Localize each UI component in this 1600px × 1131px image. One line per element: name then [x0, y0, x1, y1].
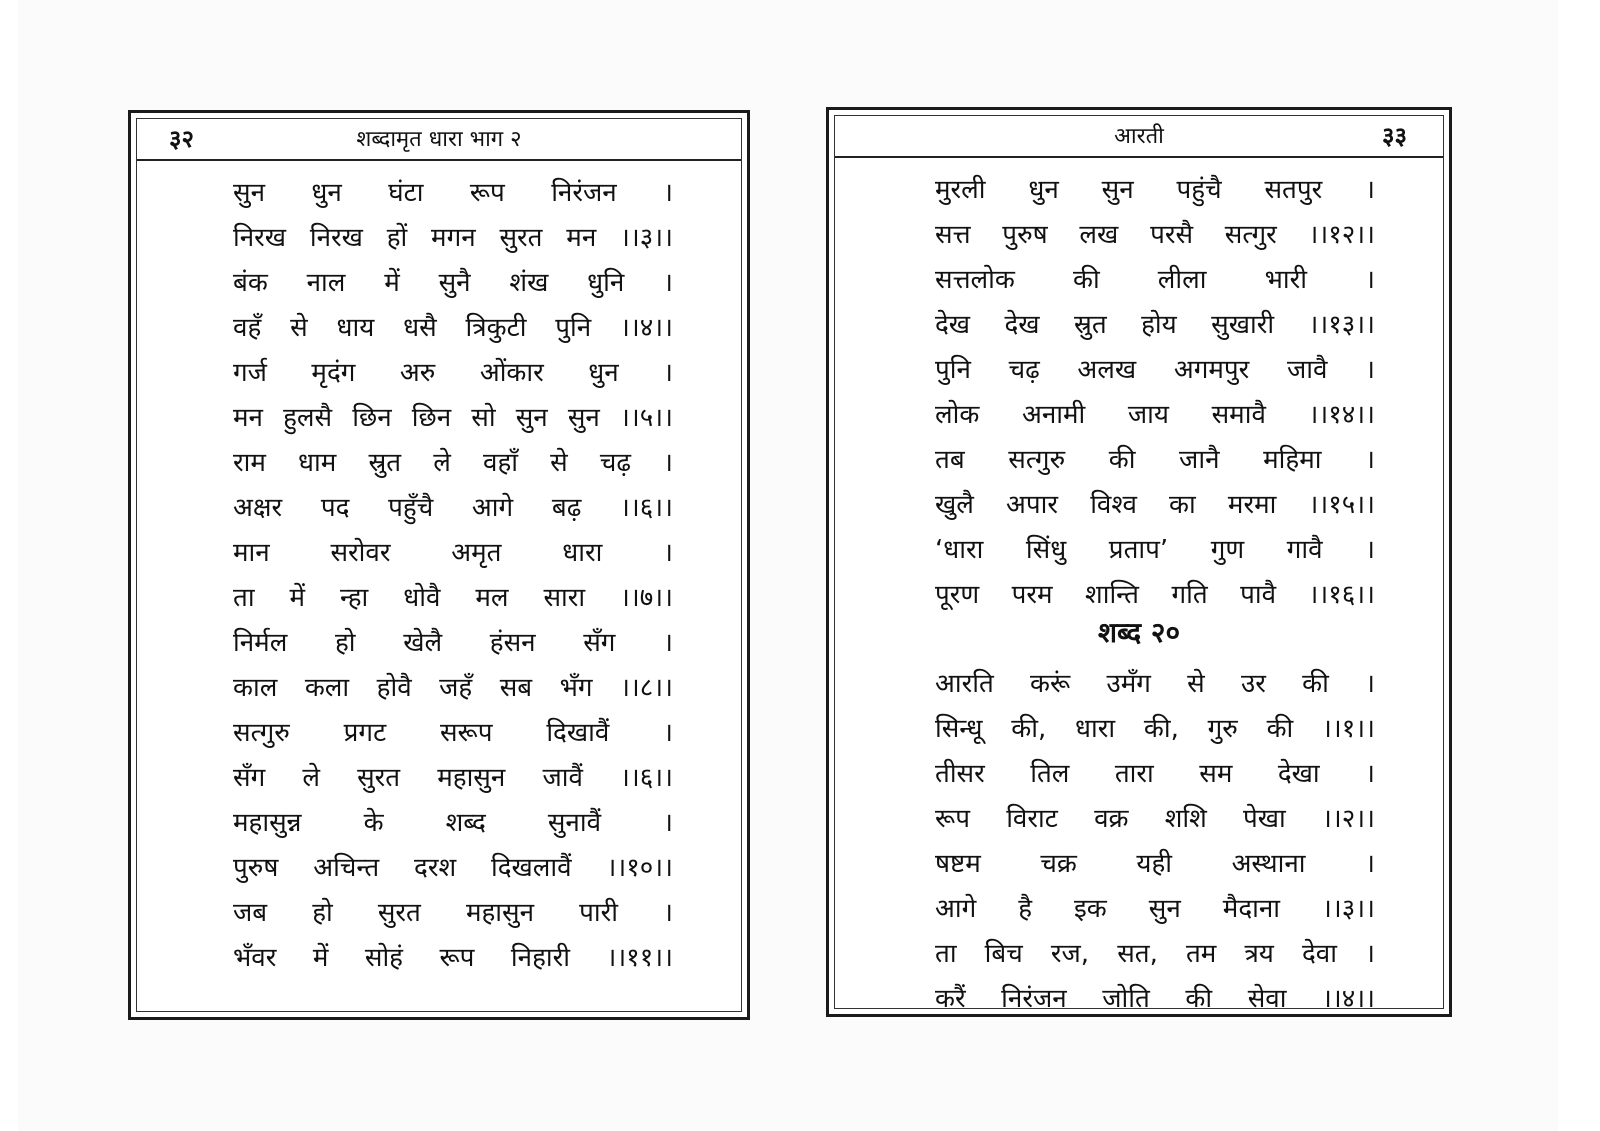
right-page-number: ३३ [1382, 122, 1407, 150]
verse-line: गर्ज मृदंग अरु ओंकार धुन । [233, 358, 673, 388]
verse-line: जब हो सुरत महासुन पारी । [233, 898, 673, 928]
verse-line: बंक नाल में सुनै शंख धुनि । [233, 268, 673, 298]
right-verse-list-after [935, 662, 1375, 1022]
verse-line: अक्षर पद पहुँचै आगे बढ़ ।।६।। [233, 493, 673, 523]
verse-line: वहँ से धाय धसै त्रिकुटी पुनि ।।४।। [233, 313, 673, 343]
verse-line: मन हुलसै छिन छिन सो सुन सुन ।।५।। [233, 403, 673, 433]
verse-line: षष्टम चक्र यही अस्थाना । [935, 849, 1375, 879]
verse-line: खुलै अपार विश्व का मरमा ।।१५।। [935, 490, 1375, 520]
verse-line: लोक अनामी जाय समावै ।।१४।। [935, 400, 1375, 430]
verse-line: तब सत्गुरु की जानै महिमा । [935, 445, 1375, 475]
verse-line: मुरली धुन सुन पहुंचै सतपुर । [935, 175, 1375, 205]
verse-line: निर्मल हो खेलै हंसन सँग । [233, 628, 673, 658]
left-page [128, 110, 750, 1020]
verse-line: ता बिच रज, सत, तम त्रय देवा । [935, 939, 1375, 969]
verse-line: राम धाम स्रुत ले वहाँ से चढ़ । [233, 448, 673, 478]
verse-line: सिन्धू की, धारा की, गुरु की ।।१।। [935, 714, 1375, 744]
left-verse-list [233, 171, 673, 981]
verse-line: पुरुष अचिन्त दरश दिखलावैं ।।१०।। [233, 853, 673, 883]
section-heading: शब्द २० [1097, 616, 1181, 649]
right-verse-list-before [935, 168, 1375, 618]
verse-line: पुनि चढ़ अलख अगमपुर जावै । [935, 355, 1375, 385]
right-page [826, 107, 1452, 1017]
right-page-header [835, 116, 1443, 158]
left-page-header [137, 119, 741, 161]
verse-line: निरख निरख हों मगन सुरत मन ।।३।। [233, 223, 673, 253]
verse-line: काल कला होवै जहँ सब भँग ।।८।। [233, 673, 673, 703]
verse-line: आगे है इक सुन मैदाना ।।३।। [935, 894, 1375, 924]
verse-line: सत्तलोक की लीला भारी । [935, 265, 1375, 295]
left-page-number: ३२ [169, 125, 194, 153]
verse-line: रूप विराट वक्र शशि पेखा ।।२।। [935, 804, 1375, 834]
verse-line: ता में न्हा धोवै मल सारा ।।७।। [233, 583, 673, 613]
left-running-title: शब्दामृत धारा भाग २ [356, 127, 522, 152]
right-running-title: आरती [1114, 124, 1164, 149]
right-page-inner-border [834, 115, 1444, 1014]
verse-line: सत्गुरु प्रगट सरूप दिखावैं । [233, 718, 673, 748]
verse-line: आरति करूं उमँग से उर की । [935, 669, 1375, 699]
verse-line: सुन धुन घंटा रूप निरंजन । [233, 178, 673, 208]
left-page-inner-border [136, 118, 742, 1012]
verse-line: मान सरोवर अमृत धारा । [233, 538, 673, 568]
verse-line: महासुन्न के शब्द सुनावैं । [233, 808, 673, 838]
verse-line: देख देख स्रुत होय सुखारी ।।१३।। [935, 310, 1375, 340]
verse-line: करैं निरंजन जोति की सेवा ।।४।। [935, 984, 1375, 1014]
verse-line: पूरण परम शान्ति गति पावै ।।१६।। [935, 580, 1375, 610]
verse-line: भँवर में सोहं रूप निहारी ।।११।। [233, 943, 673, 973]
verse-line: सत्त पुरुष लख परसै सत्गुर ।।१२।। [935, 220, 1375, 250]
verse-line: ‘धारा सिंधु प्रताप’ गुण गावै । [935, 535, 1375, 565]
verse-line: तीसर तिल तारा सम देखा । [935, 759, 1375, 789]
verse-line: सँग ले सुरत महासुन जावैं ।।६।। [233, 763, 673, 793]
